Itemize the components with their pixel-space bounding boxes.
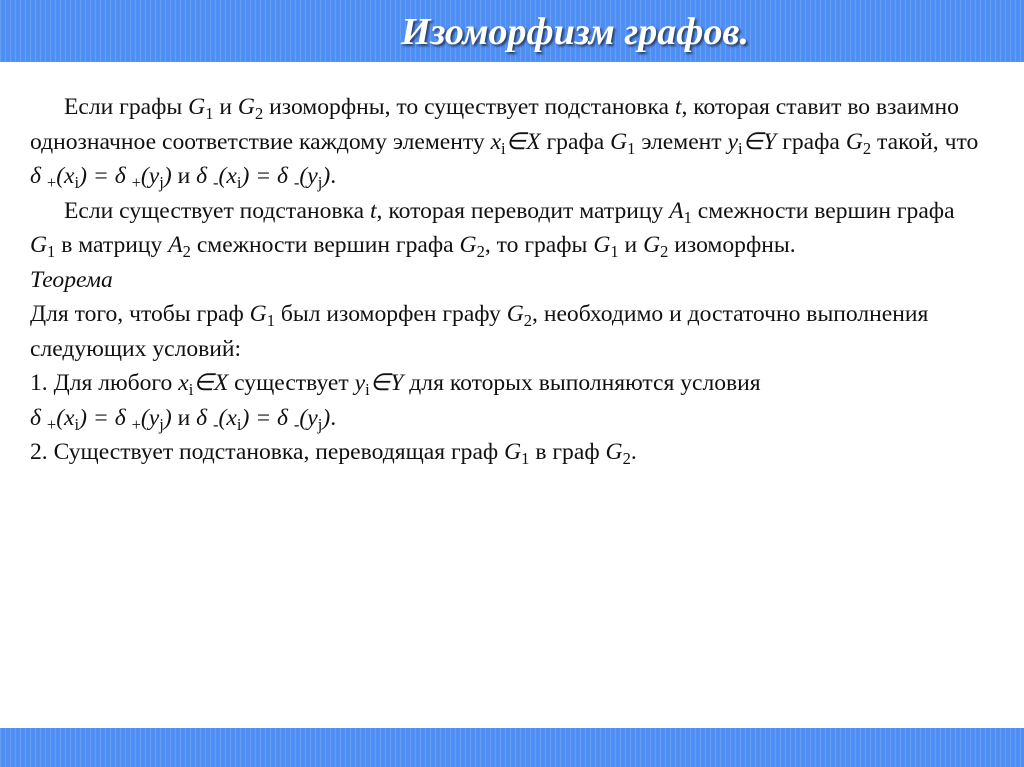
theorem-statement: Для того, чтобы граф $G_1$ был изоморфен графу $G_2$, необходимо и достаточно выполнения следующих условий: [30,301,929,362]
footer-bar [0,728,1024,767]
matrix-paragraph: Если существует подстановка t, которая переводит матрицу $A_1$ смежности вершин графа $G_1$ в матрицу $A_2$ смежности вершин графа $G_2$, то графы $G_1$ и $G_2$ изоморфны. [30,197,955,261]
condition-2: 2. Существует подстановка, переводящая граф $G_1$ в граф $G_2$. [30,439,637,468]
slide-title: Изоморфизм графов. [401,11,749,53]
slide-content [30,90,980,470]
condition-1-formula: δ $_+(x_i) = \delta$ $_+(y_j)$ и δ $_-(x_i) = \delta$ $_-(y_j)$. [30,404,337,434]
definition-paragraph: Если графы $G_1$ и $G_2$ изоморфны, то существует подстановка t, которая ставит во взаимно однозначное соответствие каждому элементу $x_i\in X$ графа $G_1$ элемент $y_i\in Y$ графа $G_2$ такой, что δ $_+(x_i) = \delta$ $_+(y_j)$ и δ $_-(x_i) = \delta$ $_-(y_j)$. [30,94,979,192]
theorem-label: Теорема [30,266,113,293]
condition-1: 1. Для любого $x_i\in X$ существует $y_i\in Y$ для которых выполняются условия [30,370,761,399]
